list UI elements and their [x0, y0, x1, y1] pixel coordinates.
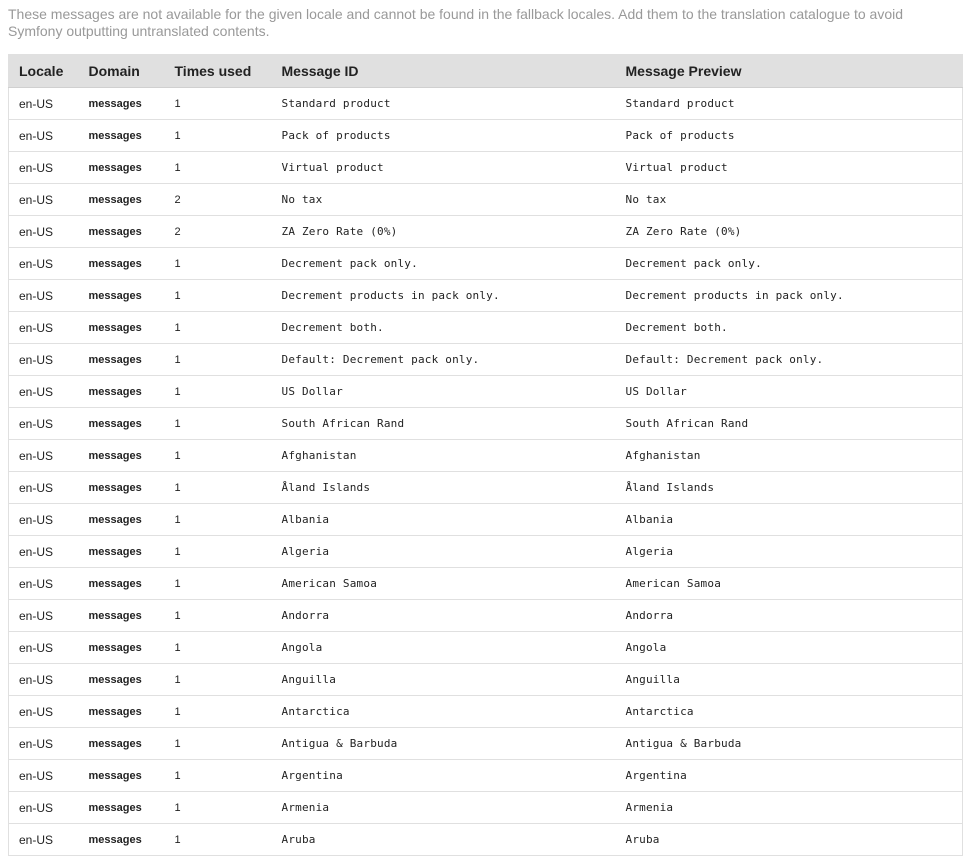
- times-used-cell: 1: [165, 504, 272, 536]
- domain-cell: messages: [79, 152, 165, 184]
- times-used-cell: 1: [165, 248, 272, 280]
- locale-cell: en-US: [9, 344, 79, 376]
- times-used-cell: 2: [165, 184, 272, 216]
- message-preview-cell: Default: Decrement pack only.: [616, 344, 963, 376]
- table-row: [9, 376, 963, 408]
- message-id-cell: South African Rand: [272, 408, 616, 440]
- message-id-cell: Decrement products in pack only.: [272, 280, 616, 312]
- table-row: [9, 440, 963, 472]
- times-used-cell: 1: [165, 824, 272, 856]
- times-used-cell: 1: [165, 152, 272, 184]
- message-id-cell: Standard product: [272, 88, 616, 120]
- domain-cell: messages: [79, 120, 165, 152]
- message-id-cell: Åland Islands: [272, 472, 616, 504]
- times-used-cell: 1: [165, 440, 272, 472]
- domain-cell: messages: [79, 600, 165, 632]
- times-used-cell: 1: [165, 760, 272, 792]
- message-preview-cell: Antarctica: [616, 696, 963, 728]
- locale-cell: en-US: [9, 280, 79, 312]
- message-id-cell: Anguilla: [272, 664, 616, 696]
- message-preview-cell: Standard product: [616, 88, 963, 120]
- message-id-cell: Decrement both.: [272, 312, 616, 344]
- times-used-cell: 1: [165, 408, 272, 440]
- times-used-cell: 1: [165, 280, 272, 312]
- locale-cell: en-US: [9, 152, 79, 184]
- table-row: [9, 504, 963, 536]
- message-id-cell: Pack of products: [272, 120, 616, 152]
- table-row: [9, 408, 963, 440]
- locale-cell: en-US: [9, 696, 79, 728]
- column-header-times-used: Times used: [165, 55, 272, 88]
- column-header-message-preview: Message Preview: [616, 55, 963, 88]
- domain-cell: messages: [79, 664, 165, 696]
- table-row: [9, 824, 963, 856]
- locale-cell: en-US: [9, 88, 79, 120]
- domain-cell: messages: [79, 216, 165, 248]
- table-body: [9, 88, 963, 856]
- times-used-cell: 1: [165, 344, 272, 376]
- times-used-cell: 1: [165, 632, 272, 664]
- locale-cell: en-US: [9, 472, 79, 504]
- message-preview-cell: American Samoa: [616, 568, 963, 600]
- table-row: [9, 760, 963, 792]
- message-id-cell: Armenia: [272, 792, 616, 824]
- times-used-cell: 1: [165, 312, 272, 344]
- domain-cell: messages: [79, 376, 165, 408]
- domain-cell: messages: [79, 504, 165, 536]
- message-id-cell: Virtual product: [272, 152, 616, 184]
- table-row: [9, 664, 963, 696]
- times-used-cell: 1: [165, 536, 272, 568]
- message-preview-cell: Afghanistan: [616, 440, 963, 472]
- locale-cell: en-US: [9, 504, 79, 536]
- table-row: [9, 184, 963, 216]
- message-id-cell: American Samoa: [272, 568, 616, 600]
- message-preview-cell: Albania: [616, 504, 963, 536]
- locale-cell: en-US: [9, 600, 79, 632]
- domain-cell: messages: [79, 408, 165, 440]
- message-id-cell: Antarctica: [272, 696, 616, 728]
- times-used-cell: 1: [165, 664, 272, 696]
- message-preview-cell: Andorra: [616, 600, 963, 632]
- message-preview-cell: Armenia: [616, 792, 963, 824]
- message-id-cell: Decrement pack only.: [272, 248, 616, 280]
- message-id-cell: No tax: [272, 184, 616, 216]
- domain-cell: messages: [79, 760, 165, 792]
- domain-cell: messages: [79, 824, 165, 856]
- domain-cell: messages: [79, 696, 165, 728]
- message-id-cell: Afghanistan: [272, 440, 616, 472]
- domain-cell: messages: [79, 632, 165, 664]
- locale-cell: en-US: [9, 824, 79, 856]
- missing-messages-table: [8, 54, 963, 856]
- message-preview-cell: No tax: [616, 184, 963, 216]
- times-used-cell: 1: [165, 120, 272, 152]
- table-header-row: [9, 55, 963, 88]
- message-preview-cell: Pack of products: [616, 120, 963, 152]
- domain-cell: messages: [79, 312, 165, 344]
- times-used-cell: 1: [165, 472, 272, 504]
- locale-cell: en-US: [9, 664, 79, 696]
- table-row: [9, 536, 963, 568]
- table-row: [9, 120, 963, 152]
- message-preview-cell: Åland Islands: [616, 472, 963, 504]
- locale-cell: en-US: [9, 568, 79, 600]
- table-row: [9, 152, 963, 184]
- table-header: [9, 55, 963, 88]
- times-used-cell: 1: [165, 88, 272, 120]
- domain-cell: messages: [79, 536, 165, 568]
- column-header-domain: Domain: [79, 55, 165, 88]
- domain-cell: messages: [79, 472, 165, 504]
- message-preview-cell: US Dollar: [616, 376, 963, 408]
- locale-cell: en-US: [9, 376, 79, 408]
- message-preview-cell: Angola: [616, 632, 963, 664]
- domain-cell: messages: [79, 728, 165, 760]
- message-id-cell: Angola: [272, 632, 616, 664]
- missing-messages-help-text: These messages are not available for the given locale and cannot be found in the fallback locales. Add them to the translation catalogue to avoid Symfony outputting untranslated contents.: [8, 6, 904, 39]
- domain-cell: messages: [79, 568, 165, 600]
- locale-cell: en-US: [9, 216, 79, 248]
- message-preview-cell: Decrement both.: [616, 312, 963, 344]
- table-row: [9, 216, 963, 248]
- table-row: [9, 600, 963, 632]
- locale-cell: en-US: [9, 632, 79, 664]
- table-row: [9, 632, 963, 664]
- domain-cell: messages: [79, 280, 165, 312]
- table-row: [9, 728, 963, 760]
- table-row: [9, 568, 963, 600]
- message-preview-cell: Decrement pack only.: [616, 248, 963, 280]
- locale-cell: en-US: [9, 184, 79, 216]
- times-used-cell: 1: [165, 728, 272, 760]
- locale-cell: en-US: [9, 440, 79, 472]
- table-row: [9, 248, 963, 280]
- table-row: [9, 696, 963, 728]
- message-id-cell: ZA Zero Rate (0%): [272, 216, 616, 248]
- message-id-cell: US Dollar: [272, 376, 616, 408]
- missing-messages-table-container: [8, 54, 962, 856]
- message-id-cell: Default: Decrement pack only.: [272, 344, 616, 376]
- locale-cell: en-US: [9, 728, 79, 760]
- locale-cell: en-US: [9, 312, 79, 344]
- times-used-cell: 1: [165, 792, 272, 824]
- message-preview-cell: ZA Zero Rate (0%): [616, 216, 963, 248]
- message-id-cell: Antigua & Barbuda: [272, 728, 616, 760]
- table-row: [9, 472, 963, 504]
- domain-cell: messages: [79, 88, 165, 120]
- domain-cell: messages: [79, 248, 165, 280]
- message-id-cell: Albania: [272, 504, 616, 536]
- locale-cell: en-US: [9, 248, 79, 280]
- message-id-cell: Andorra: [272, 600, 616, 632]
- message-preview-cell: Argentina: [616, 760, 963, 792]
- table-row: [9, 792, 963, 824]
- domain-cell: messages: [79, 792, 165, 824]
- message-preview-cell: South African Rand: [616, 408, 963, 440]
- locale-cell: en-US: [9, 120, 79, 152]
- column-header-message-id: Message ID: [272, 55, 616, 88]
- message-preview-cell: Aruba: [616, 824, 963, 856]
- times-used-cell: 2: [165, 216, 272, 248]
- table-row: [9, 312, 963, 344]
- times-used-cell: 1: [165, 600, 272, 632]
- table-row: [9, 344, 963, 376]
- message-preview-cell: Decrement products in pack only.: [616, 280, 963, 312]
- locale-cell: en-US: [9, 792, 79, 824]
- message-id-cell: Argentina: [272, 760, 616, 792]
- times-used-cell: 1: [165, 696, 272, 728]
- locale-cell: en-US: [9, 536, 79, 568]
- times-used-cell: 1: [165, 376, 272, 408]
- message-preview-cell: Anguilla: [616, 664, 963, 696]
- message-preview-cell: Algeria: [616, 536, 963, 568]
- table-row: [9, 88, 963, 120]
- domain-cell: messages: [79, 344, 165, 376]
- column-header-locale: Locale: [9, 55, 79, 88]
- message-id-cell: Aruba: [272, 824, 616, 856]
- times-used-cell: 1: [165, 568, 272, 600]
- domain-cell: messages: [79, 184, 165, 216]
- message-preview-cell: Virtual product: [616, 152, 963, 184]
- locale-cell: en-US: [9, 760, 79, 792]
- table-row: [9, 280, 963, 312]
- locale-cell: en-US: [9, 408, 79, 440]
- message-preview-cell: Antigua & Barbuda: [616, 728, 963, 760]
- domain-cell: messages: [79, 440, 165, 472]
- message-id-cell: Algeria: [272, 536, 616, 568]
